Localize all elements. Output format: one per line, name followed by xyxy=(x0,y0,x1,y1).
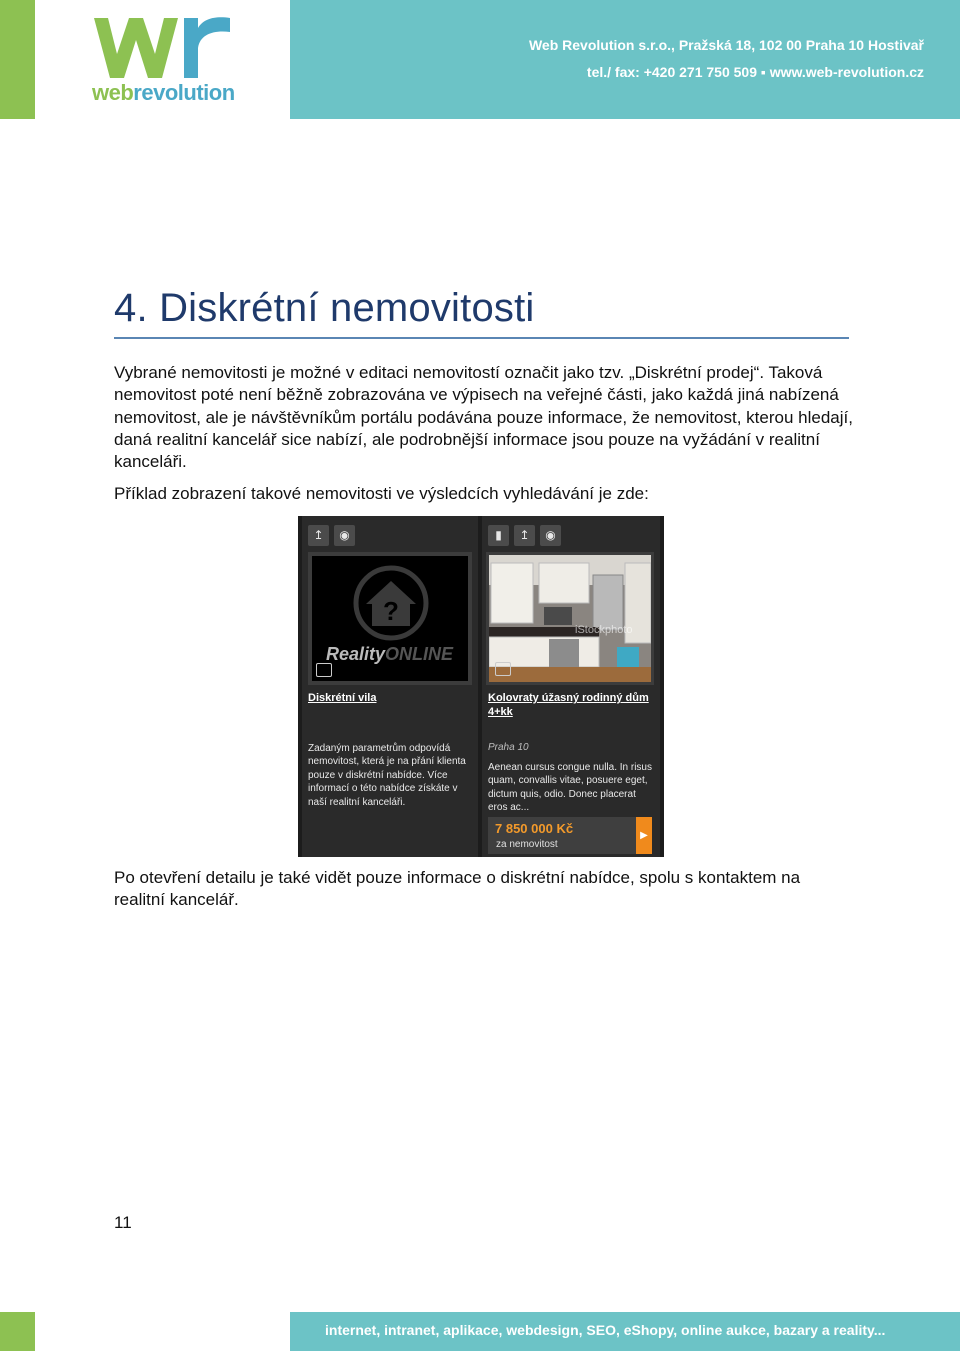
price-note: za nemovitost xyxy=(496,839,558,850)
search-results-screenshot xyxy=(298,516,664,857)
property-price: 7 850 000 Kč xyxy=(495,821,574,836)
header-address: Web Revolution s.r.o., Pražská 18, 102 00 Praha 10 Hostivař xyxy=(528,37,924,53)
chevron-right-icon[interactable]: ▶ xyxy=(636,817,652,854)
footer-tagline: internet, intranet, aplikace, webdesign, SEO, eShopy, online aukce, bazary a reality... xyxy=(325,1322,886,1338)
header-contact: tel./ fax: +420 271 750 509 ▪ www.web-revolution.cz xyxy=(586,64,924,80)
page-number: 11 xyxy=(114,1213,132,1232)
kitchen-photo xyxy=(489,555,651,682)
paragraph-detail: Po otevření detailu je také vidět pouze informace o diskrétní nabídce, spolu s kontaktem na realitní kancelář. xyxy=(114,868,801,910)
camera-icon: ◉ xyxy=(540,525,561,546)
gallery-icon xyxy=(316,663,332,677)
footer-teal-band xyxy=(290,1312,960,1351)
discrete-description: Zadaným parametrům odpovídá nemovitost, která je na přání klienta pouze v diskrétní nabídce. Více informací o této nabídce získáte v naší realitní kanceláři. xyxy=(308,743,466,808)
price-box[interactable] xyxy=(488,817,652,854)
header-teal-band xyxy=(290,0,960,119)
pin-icon: ↥ xyxy=(514,525,535,546)
section-heading: 4. Diskrétní nemovitosti xyxy=(114,286,535,330)
header-green-bar xyxy=(0,0,35,119)
property-description: Aenean cursus congue nulla. In risus quam, convallis vitae, posuere eget, dictum quis, odio. Donec placerat eros ac... xyxy=(488,762,652,814)
reality-online-logo: RealityONLINE xyxy=(326,644,454,664)
logo-wordmark xyxy=(92,80,235,106)
discrete-title-link[interactable]: Diskrétní vila xyxy=(308,692,377,704)
svg-text:iStockphoto: iStockphoto xyxy=(575,624,633,636)
chart-icon: ▮ xyxy=(488,525,509,546)
footer-green-bar xyxy=(0,1312,35,1351)
discrete-placeholder-image xyxy=(308,552,472,685)
paragraph-intro: Vybrané nemovitosti je možné v editaci nemovitostí označit jako tzv. „Diskrétní prodej“. Taková nemovitost poté není běžně zobrazována ve výpisech na veřejné části, jako každá jiná nabízená nemovitost, ale je návštěvníkům portálu podávána pouze informace, že nemovitost, kterou hledají, daná realitní kancelář sice nabízí, ale podrobnější informace jsou pouze na vyžádání v realitní kanceláři. xyxy=(114,363,853,472)
logo-word-revolution: revolution xyxy=(133,80,235,105)
result-card-discrete xyxy=(302,516,478,857)
result-card-property xyxy=(482,516,660,857)
pin-icon: ↥ xyxy=(308,525,329,546)
paragraph-example: Příklad zobrazení takové nemovitosti ve výsledcích vyhledávání je zde: xyxy=(114,484,649,503)
camera-icon: ◉ xyxy=(334,525,355,546)
property-title-link[interactable]: Kolovraty úžasný rodinný dům 4+kk xyxy=(488,692,649,718)
property-photo[interactable] xyxy=(486,552,654,685)
gallery-icon xyxy=(495,662,511,676)
logo-word-web: web xyxy=(92,80,134,105)
heading-rule xyxy=(114,337,849,339)
property-location: Praha 10 xyxy=(488,742,529,753)
logo-wr-mark xyxy=(92,14,237,82)
house-question-icon xyxy=(352,564,430,642)
svg-text:?: ? xyxy=(383,596,399,626)
